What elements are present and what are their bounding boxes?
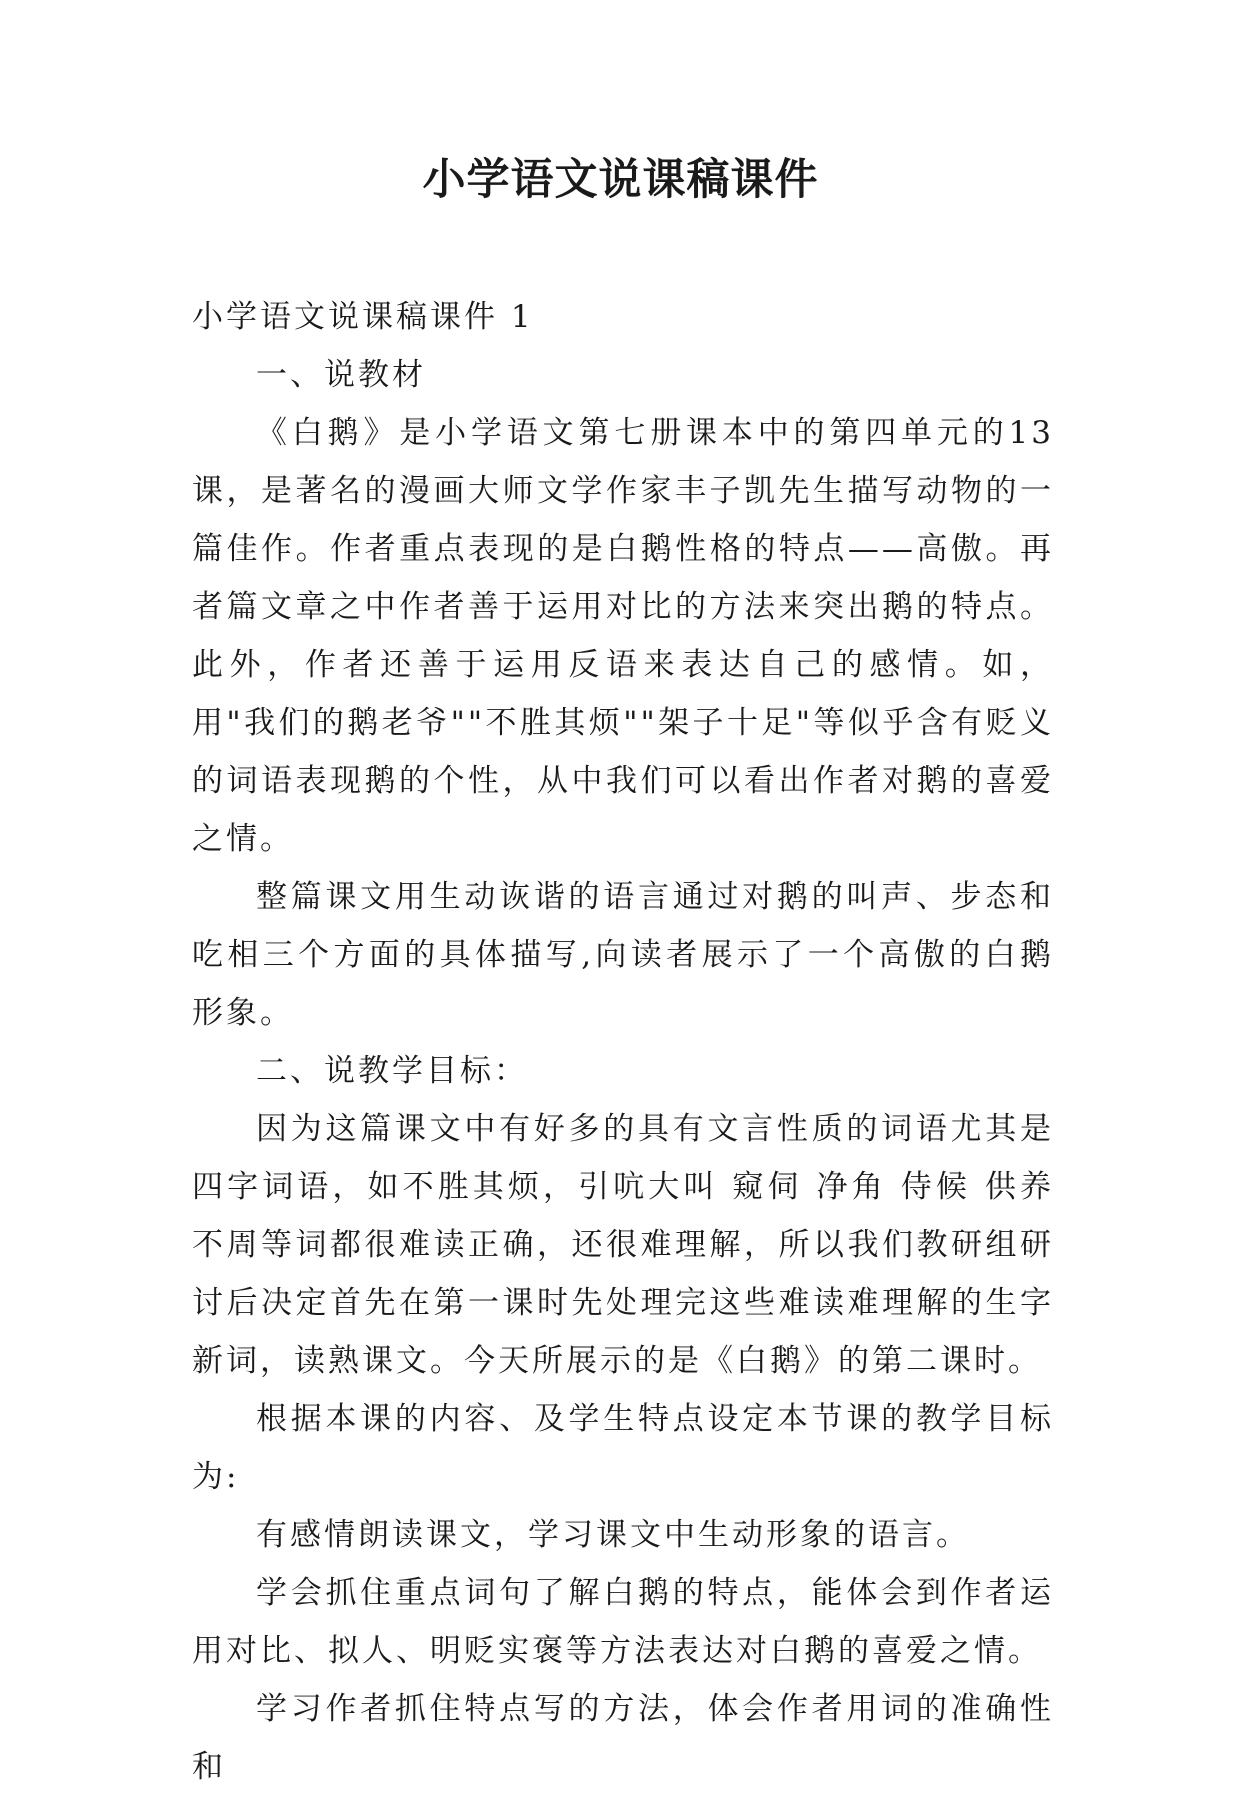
paragraph: 因为这篇课文中有好多的具有文言性质的词语尤其是四字词语，如不胜其烦，引吭大叫 窥伺 净角 侍候 供养不周等词都很难读正确，还很难理解，所以我们教研组研讨后决定首先在第一课时先处理完这些难读难理解的生字新词，读熟课文。今天所展示的是《白鹅》的第二课时。 <box>192 1111 1054 1379</box>
document-body <box>192 288 1054 1796</box>
section-subtitle: 小学语文说课稿课件 1 <box>192 299 534 335</box>
paragraph: 学习作者抓住特点写的方法，体会作者用词的准确性和 <box>192 1691 1054 1785</box>
paragraph: 根据本课的内容、及学生特点设定本节课的教学目标为: <box>192 1401 1054 1495</box>
paragraph: 《白鹅》是小学语文第七册课本中的第四单元的13课，是著名的漫画大师文学作家丰子凯先生描写动物的一篇佳作。作者重点表现的是白鹅性格的特点——高傲。再者篇文章之中作者善于运用对比的方法来突出鹅的特点。此外，作者还善于运用反语来表达自己的感情。如，用"我们的鹅老爷""不胜其烦""架子十足"等似乎含有贬义的词语表现鹅的个性，从中我们可以看出作者对鹅的喜爱之情。 <box>192 415 1054 857</box>
paragraph: 学会抓住重点词句了解白鹅的特点，能体会到作者运用对比、拟人、明贬实褒等方法表达对白鹅的喜爱之情。 <box>192 1575 1054 1669</box>
heading-teaching-goals: 二、说教学目标： <box>256 1053 528 1089</box>
paragraph: 有感情朗读课文，学习课文中生动形象的语言。 <box>256 1517 970 1553</box>
heading-textbook: 一、说教材 <box>256 357 426 393</box>
document-title: 小学语文说课稿课件 <box>422 155 819 205</box>
paragraph: 整篇课文用生动诙谐的语言通过对鹅的叫声、步态和吃相三个方面的具体描写,向读者展示了一个高傲的白鹅形象。 <box>192 879 1054 1031</box>
